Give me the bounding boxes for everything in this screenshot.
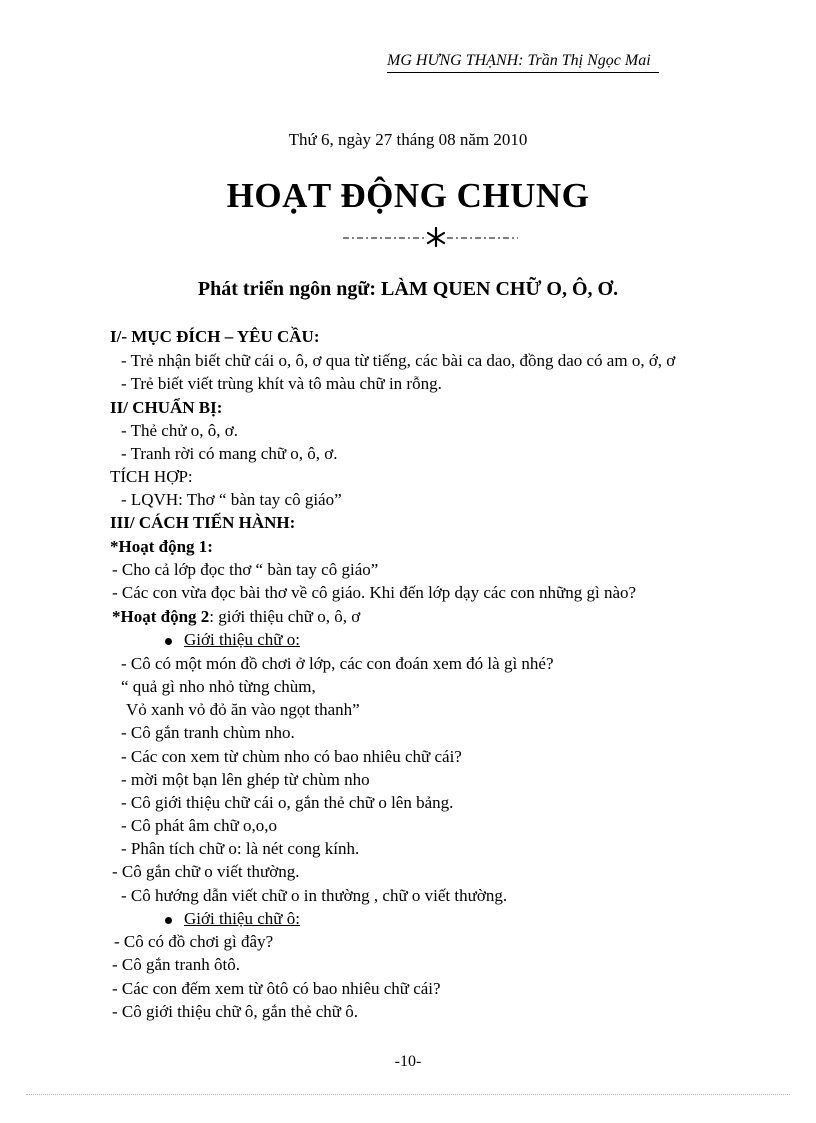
activity-2-label: *Hoạt động 2 (112, 607, 210, 626)
lesson-subject: Phát triển ngôn ngữ: LÀM QUEN CHỮ O, Ô, Ơ. (197, 278, 619, 300)
content-line: - Cô có đồ chơi gì đây? (114, 932, 274, 951)
content-line: - Các con vừa đọc bài thơ về cô giáo. Khi đến lớp dạy các con những gì nào? (112, 583, 637, 602)
content-line: - Cô phát âm chữ o,o,o (121, 816, 278, 835)
page-number: -10- (394, 1053, 422, 1070)
page-title: HOẠT ĐỘNG CHUNG (226, 176, 590, 215)
running-header: MG HƯNG THẠNH: Trần Thị Ngọc Mai (387, 52, 659, 73)
content-line: - Cô hướng dẫn viết chữ o in thường , chữ o viết thường. (121, 886, 508, 905)
content-line: Vỏ xanh vỏ đỏ ăn vào ngọt thanh” (126, 700, 360, 719)
content-line: - Trẻ nhận biết chữ cái o, ô, ơ qua từ tiếng, các bài ca dao, đồng dao có am o, ớ, ơ (121, 351, 676, 370)
bullet-label: Giới thiệu chữ ô: (184, 909, 300, 928)
content-line: - Cô có một món đồ chơi ở lớp, các con đoán xem đó là gì nhé? (121, 654, 554, 673)
content-line: - Cô gắn tranh ôtô. (112, 955, 240, 974)
bullet-item (165, 630, 300, 650)
title-ornament (0, 226, 816, 248)
content-line: - Các con đếm xem từ ôtô có bao nhiêu chữ cái? (112, 979, 441, 998)
asterisk-icon (428, 228, 444, 246)
activity-2-description: : giới thiệu chữ o, ô, ơ (209, 607, 361, 626)
section-heading-purpose: I/- MỤC ĐÍCH – YÊU CẦU: (110, 327, 320, 346)
content-line: - Phân tích chữ o: là nét cong kính. (121, 839, 360, 858)
content-line: - Cho cả lớp đọc thơ “ bàn tay cô giáo” (112, 560, 379, 579)
content-line: - Thẻ chử o, ô, ơ. (121, 421, 239, 440)
section-heading-procedure: III/ CÁCH TIẾN HÀNH: (110, 513, 296, 532)
activity-1-heading: *Hoạt động 1: (110, 537, 213, 556)
section-heading-preparation: II/ CHUẨN BỊ: (110, 398, 223, 417)
content-line: - Cô giới thiệu chữ ô, gắn thẻ chữ ô. (112, 1002, 359, 1021)
content-line: - Cô gắn tranh chùm nho. (121, 723, 295, 742)
content-line: - Tranh rời có mang chữ o, ô, ơ. (121, 444, 338, 463)
content-line: - Cô gắn chữ o viết thường. (112, 862, 300, 881)
activity-2-heading (112, 607, 360, 627)
content-line: - Các con xem từ chùm nho có bao nhiêu chữ cái? (121, 747, 462, 766)
section-heading-integration: TÍCH HỢP: (110, 467, 193, 486)
content-line: - mời một bạn lên ghép từ chùm nho (121, 770, 370, 789)
bullet-icon (165, 917, 172, 924)
document-date: Thứ 6, ngày 27 tháng 08 năm 2010 (288, 130, 528, 149)
bullet-label: Giới thiệu chữ o: (184, 630, 300, 649)
bullet-icon (165, 638, 172, 645)
content-line: - LQVH: Thơ “ bàn tay cô giáo” (121, 490, 342, 509)
content-line: - Cô giới thiệu chữ cái o, gắn thẻ chữ o lên bảng. (121, 793, 454, 812)
bullet-item (165, 909, 300, 929)
footer-divider (26, 1094, 790, 1095)
content-line: - Trẻ biết viết trùng khít và tô màu chữ in rỗng. (121, 374, 442, 393)
content-line: “ quả gì nho nhỏ từng chùm, (121, 677, 316, 696)
